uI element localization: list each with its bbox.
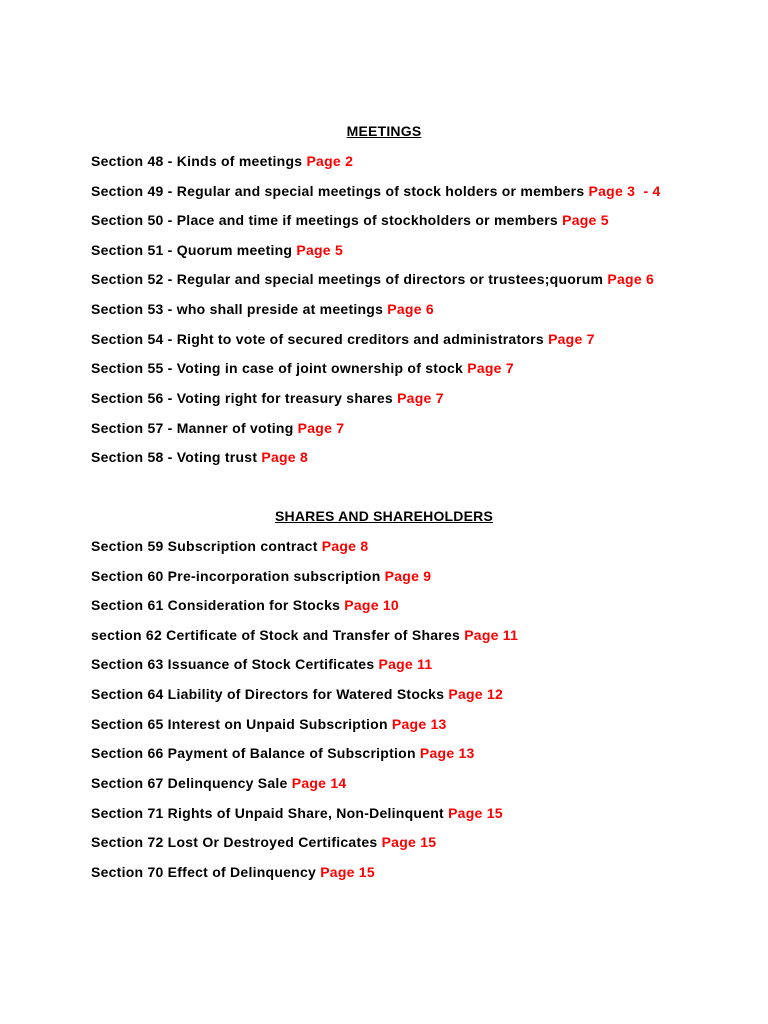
toc-page-reference: Page 12 xyxy=(448,686,504,702)
toc-entry xyxy=(91,775,346,791)
toc-entry xyxy=(91,360,514,376)
toc-entry-title: Section 57 - Manner of voting xyxy=(91,420,294,436)
toc-entry-title: Section 54 - Right to vote of secured creditors and administrators xyxy=(91,331,544,347)
toc-page-reference: Page 15 xyxy=(448,805,503,821)
toc-entry-title: Section 50 - Place and time if meetings of stockholders or members xyxy=(91,212,558,228)
toc-entry-title: Section 60 Pre-incorporation subscription xyxy=(91,568,381,584)
toc-entry xyxy=(91,390,444,406)
toc-entry xyxy=(91,420,344,436)
toc-entry-title: Section 59 Subscription contract xyxy=(91,538,318,554)
toc-page-reference: Page 5 xyxy=(296,242,344,258)
toc-page-reference: Page 7 xyxy=(397,390,444,406)
toc-entry xyxy=(91,627,518,643)
section-heading-meetings: MEETINGS xyxy=(346,123,422,139)
toc-entry-title: section 62 Certificate of Stock and Transfer of Shares xyxy=(91,627,461,643)
toc-entry-title: Section 56 - Voting right for treasury shares xyxy=(91,390,393,406)
toc-page-reference: Page 11 xyxy=(464,627,519,643)
toc-entry xyxy=(91,716,447,732)
toc-page-reference: Page 3 - 4 xyxy=(588,183,661,199)
toc-page-reference: Page 5 xyxy=(562,212,609,228)
toc-entry-title: Section 61 Consideration for Stocks xyxy=(91,597,341,613)
toc-page-reference: Page 6 xyxy=(387,301,434,317)
toc-page-reference: Page 9 xyxy=(384,568,432,584)
toc-entry xyxy=(91,183,661,199)
toc-entry xyxy=(91,597,399,613)
toc-page-reference: Page 10 xyxy=(344,597,399,613)
toc-entry-title: Section 67 Delinquency Sale xyxy=(91,775,288,791)
toc-entry-title: Section 48 - Kinds of meetings xyxy=(91,153,303,169)
toc-entry xyxy=(91,864,375,880)
toc-entry-title: Section 71 Rights of Unpaid Share, Non-Delinquent xyxy=(91,805,444,821)
toc-entry xyxy=(91,805,503,821)
toc-page-reference: Page 8 xyxy=(321,538,369,554)
toc-page-reference: Page 7 xyxy=(548,331,595,347)
toc-entry-title: Section 63 Issuance of Stock Certificates xyxy=(91,656,375,672)
toc-entry xyxy=(91,745,475,761)
toc-page-reference: Page 15 xyxy=(381,834,437,850)
toc-entry-title: Section 72 Lost Or Destroyed Certificates xyxy=(91,834,378,850)
toc-entry xyxy=(91,242,343,258)
toc-entry-title: Section 49 - Regular and special meetings of stock holders or members xyxy=(91,183,585,199)
toc-page-reference: Page 2 xyxy=(306,153,354,169)
toc-page-reference: Page 6 xyxy=(607,271,655,287)
toc-entry-title: Section 70 Effect of Delinquency xyxy=(91,864,317,880)
toc-entry xyxy=(91,212,609,228)
toc-entry xyxy=(91,686,503,702)
toc-page-reference: Page 8 xyxy=(261,449,309,465)
toc-entry-title: Section 66 Payment of Balance of Subscription xyxy=(91,745,416,761)
toc-entry-title: Section 65 Interest on Unpaid Subscription xyxy=(91,716,388,732)
toc-page-reference: Page 14 xyxy=(291,775,347,791)
toc-entry xyxy=(91,271,654,287)
toc-page-reference: Page 15 xyxy=(320,864,375,880)
toc-page-reference: Page 13 xyxy=(391,716,447,732)
toc-page-reference: Page 13 xyxy=(419,745,475,761)
toc-entry xyxy=(91,331,595,347)
toc-entry xyxy=(91,656,432,672)
toc-page-reference: Page 7 xyxy=(467,360,514,376)
toc-entry xyxy=(91,834,436,850)
toc-entry xyxy=(91,153,353,169)
toc-entry-title: Section 58 - Voting trust xyxy=(91,449,258,465)
toc-entry-title: Section 51 - Quorum meeting xyxy=(91,242,293,258)
toc-entry xyxy=(91,538,368,554)
toc-entry xyxy=(91,301,434,317)
toc-entry xyxy=(91,449,308,465)
toc-entry-title: Section 53 - who shall preside at meetings xyxy=(91,301,384,317)
toc-entry xyxy=(91,568,431,584)
toc-page-reference: Page 11 xyxy=(378,656,433,672)
toc-page-reference: Page 7 xyxy=(297,420,345,436)
toc-entry-title: Section 55 - Voting in case of joint ownership of stock xyxy=(91,360,464,376)
toc-entry-title: Section 64 Liability of Directors for Watered Stocks xyxy=(91,686,445,702)
toc-entry-title: Section 52 - Regular and special meetings of directors or trustees;quorum xyxy=(91,271,604,287)
section-heading-shares: SHARES AND SHAREHOLDERS xyxy=(275,508,493,524)
